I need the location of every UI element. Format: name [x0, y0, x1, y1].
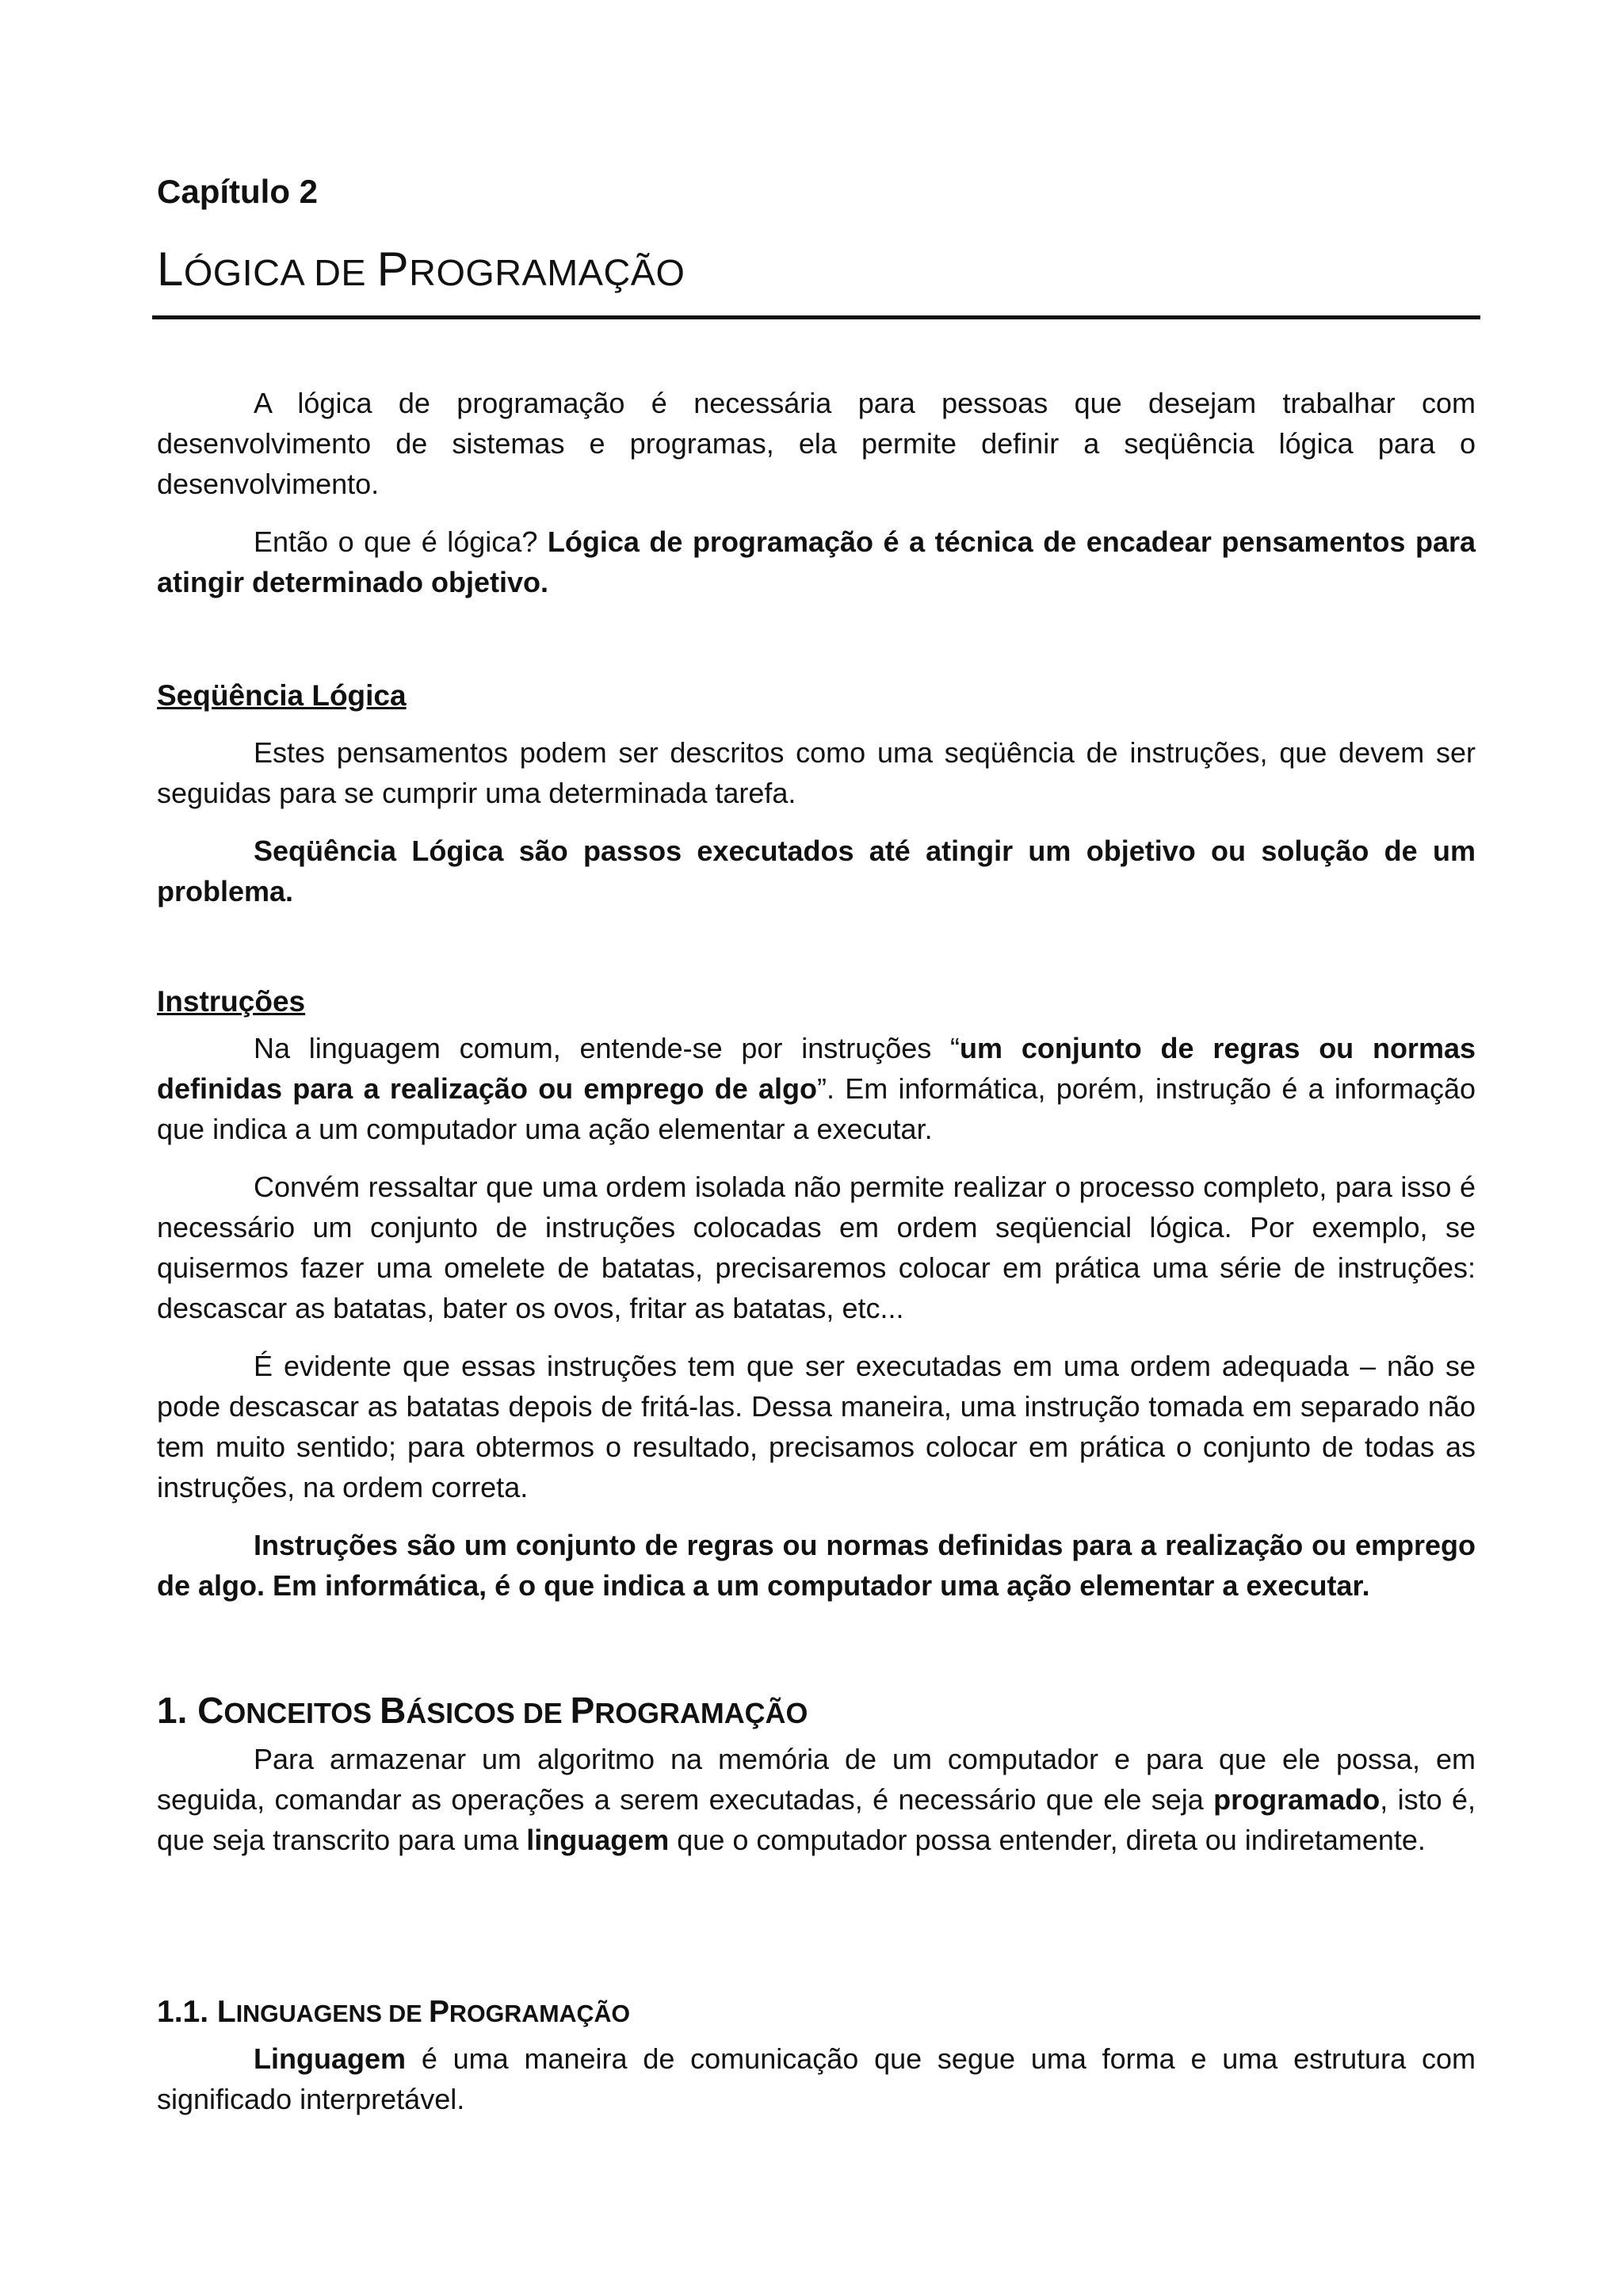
section-1-paragraph: Para armazenar um algoritmo na memória de um computador e para que ele possa, em seguida, comandar as operações a serem executadas, é necessário que ele seja programado, isto é, que seja transcrito para uma linguagem que o computador possa entender, direta ou indiretamente.: [157, 1743, 1476, 1856]
instrucoes-section: [157, 981, 1476, 1606]
chapter-label: Capítulo 2: [157, 173, 319, 210]
chapter-title: LÓGICA DE PROGRAMAÇÃO: [157, 243, 685, 296]
intro-section: [157, 383, 1476, 602]
instrucoes-paragraph-3: É evidente que essas instruções tem que ser executadas em uma ordem adequada – não se pode descascar as batatas depois de fritá-las. Dessa maneira, uma instrução tomada em separado não tem muito sentido; para obtermos o resultado, precisamos colocar em prática o conjunto de todas as instruções, na ordem correta.: [157, 1350, 1476, 1503]
sequencia-definition: Seqüência Lógica são passos executados até atingir um objetivo ou solução de um problema.: [157, 835, 1476, 907]
sequencia-section: [157, 675, 1476, 911]
sequencia-heading: Seqüência Lógica: [157, 679, 407, 712]
intro-definition-paragraph: Então o que é lógica? Lógica de programação é a técnica de encadear pensamentos para atingir determinado objetivo.: [157, 525, 1476, 598]
instrucoes-paragraph-2: Convém ressaltar que uma ordem isolada não permite realizar o processo completo, para isso é necessário um conjunto de instruções colocadas em ordem seqüencial lógica. Por exemplo, se quisermos fazer uma omelete de batatas, precisaremos colocar em prática uma série de instruções: descascar as batatas, bater os ovos, fritar as batatas, etc...: [157, 1171, 1476, 1324]
section-1-heading: 1. CONCEITOS BÁSICOS DE PROGRAMAÇÃO: [157, 1690, 808, 1731]
instrucoes-paragraph-1: Na linguagem comum, entende-se por instruções “um conjunto de regras ou normas definidas para a realização ou emprego de algo”. Em informática, porém, instrução é a informação que indica a um computador uma ação elementar a executar.: [157, 1032, 1476, 1145]
section-1: [157, 1687, 1476, 1860]
sequencia-paragraph: Estes pensamentos podem ser descritos como uma seqüência de instruções, que devem ser seguidas para se cumprir uma determinada tarefa.: [157, 736, 1476, 809]
section-1-1: [157, 1991, 1476, 2119]
title-divider: [152, 315, 1480, 319]
section-1-1-heading: 1.1. LINGUAGENS DE PROGRAMAÇÃO: [157, 1995, 631, 2029]
intro-paragraph: A lógica de programação é necessária para pessoas que desejam trabalhar com desenvolvimento de sistemas e programas, ela permite definir a seqüência lógica para o desenvolvimento.: [157, 387, 1476, 500]
instrucoes-definition: Instruções são um conjunto de regras ou normas definidas para a realização ou emprego de algo. Em informática, é o que indica a um computador uma ação elementar a executar.: [157, 1529, 1476, 1602]
section-1-1-paragraph: Linguagem é uma maneira de comunicação que segue uma forma e uma estrutura com significado interpretável.: [157, 2042, 1476, 2115]
instrucoes-heading: Instruções: [157, 985, 306, 1018]
